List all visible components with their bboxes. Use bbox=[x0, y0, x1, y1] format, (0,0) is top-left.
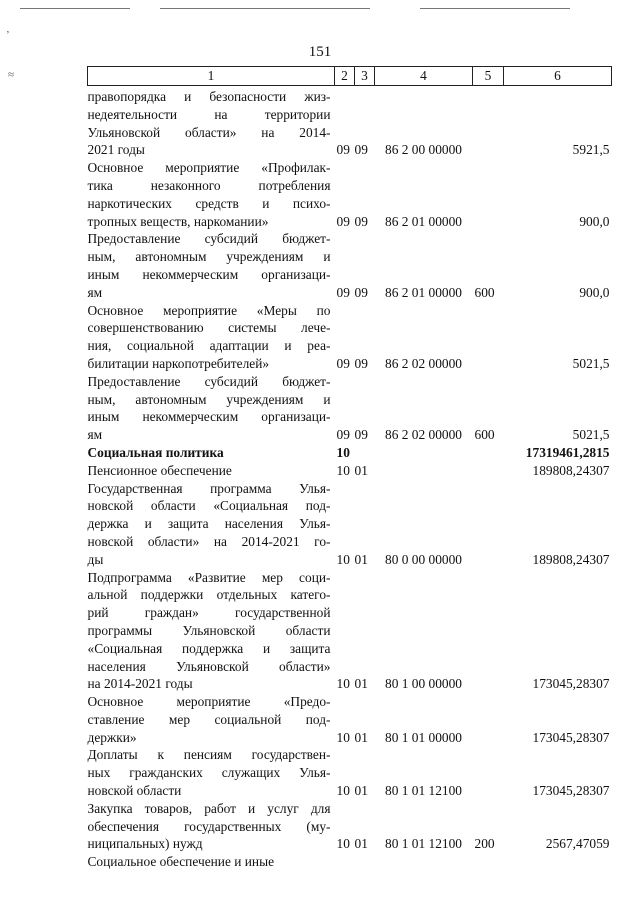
row-description bbox=[88, 569, 335, 694]
row-description bbox=[88, 86, 335, 160]
description-line: ставление мер социальной под- bbox=[87, 711, 331, 727]
section-code bbox=[335, 853, 355, 871]
expense-type-code: 200 bbox=[474, 836, 495, 852]
description-line: ям bbox=[87, 284, 103, 300]
description-line: тика незаконного потребления bbox=[87, 177, 331, 193]
row-description bbox=[88, 800, 335, 853]
subsection-code bbox=[355, 444, 375, 462]
subsection-code: 01 bbox=[354, 551, 368, 567]
amount: 17319461,2815 bbox=[525, 444, 610, 460]
target-article-code bbox=[375, 444, 473, 462]
description-line: ния, социальной адаптации и реа- bbox=[87, 338, 331, 354]
table-row bbox=[88, 462, 612, 480]
target-article-code: 80 1 00 00000 bbox=[385, 676, 462, 692]
expense-type-code: 600 bbox=[474, 427, 495, 443]
subsection-code: 09 bbox=[354, 284, 368, 300]
section-code: 10 bbox=[336, 783, 350, 799]
column-header: 4 bbox=[375, 67, 473, 86]
description-line: новской области bbox=[87, 783, 182, 799]
description-line: тропных веществ, наркомании» bbox=[87, 213, 269, 229]
description-line: программы Ульяновской области bbox=[87, 622, 331, 638]
description-line: «Социальная поддержка и защита bbox=[87, 640, 331, 656]
expense-type-code bbox=[473, 746, 504, 799]
table-row bbox=[88, 693, 612, 746]
expense-type-code bbox=[473, 693, 504, 746]
section-code: 10 bbox=[336, 729, 350, 745]
target-article-code: 86 2 02 00000 bbox=[385, 427, 462, 443]
table-row bbox=[88, 444, 612, 462]
row-description bbox=[88, 159, 335, 230]
section-code: 09 bbox=[336, 142, 350, 158]
expense-type-code bbox=[473, 480, 504, 569]
amount: 173045,28307 bbox=[532, 783, 610, 799]
description-line: ниципальных) нужд bbox=[87, 836, 203, 852]
amount: 173045,28307 bbox=[532, 729, 610, 745]
description-line: держки» bbox=[87, 729, 137, 745]
expense-type-code bbox=[473, 86, 504, 160]
amount: 5021,5 bbox=[572, 427, 610, 443]
budget-table bbox=[87, 66, 611, 871]
row-description bbox=[88, 480, 335, 569]
target-article-code: 80 0 00 00000 bbox=[385, 551, 462, 567]
column-header: 2 bbox=[335, 67, 355, 86]
target-article-code bbox=[375, 853, 473, 871]
expense-type-code bbox=[473, 462, 504, 480]
table-row bbox=[88, 86, 612, 160]
description-line: Основное мероприятие «Меры по bbox=[87, 302, 331, 318]
description-line: ям bbox=[87, 427, 103, 443]
section-code: 09 bbox=[336, 355, 350, 371]
description-line: рий граждан» государственной bbox=[87, 605, 331, 621]
expense-type-code bbox=[473, 302, 504, 373]
section-code: 10 bbox=[336, 462, 350, 478]
section-code: 09 bbox=[336, 284, 350, 300]
subsection-code: 01 bbox=[354, 676, 368, 692]
page-number: 151 bbox=[308, 44, 332, 60]
expense-type-code bbox=[473, 569, 504, 694]
target-article-code: 86 2 01 00000 bbox=[385, 284, 462, 300]
description-line: Государственная программа Улья- bbox=[87, 480, 331, 496]
amount: 900,0 bbox=[579, 213, 610, 229]
amount: 5021,5 bbox=[572, 355, 610, 371]
column-header: 6 bbox=[504, 67, 612, 86]
table-row bbox=[88, 159, 612, 230]
description-line: Социальная политика bbox=[87, 444, 224, 460]
description-line: ным, автономным учреждениям и bbox=[87, 391, 331, 407]
row-description bbox=[88, 230, 335, 301]
description-line: Пенсионное обеспечение bbox=[87, 462, 232, 478]
target-article-code: 86 2 00 00000 bbox=[385, 142, 462, 158]
subsection-code: 09 bbox=[354, 142, 368, 158]
scan-artifact-line bbox=[20, 8, 130, 9]
amount: 2567,47059 bbox=[545, 836, 610, 852]
row-description bbox=[88, 746, 335, 799]
table-row bbox=[88, 569, 612, 694]
column-header: 1 bbox=[88, 67, 335, 86]
row-description bbox=[88, 444, 335, 462]
scan-artifact-line bbox=[420, 8, 570, 9]
scan-speck: ʼ bbox=[6, 29, 10, 41]
scan-speck: ≈ bbox=[8, 69, 15, 81]
subsection-code: 01 bbox=[354, 729, 368, 745]
section-code: 10 bbox=[336, 444, 350, 460]
amount: 189808,24307 bbox=[532, 551, 610, 567]
column-header: 3 bbox=[355, 67, 375, 86]
description-line: альной поддержки отдельных катего- bbox=[87, 587, 331, 603]
scan-artifact-line bbox=[160, 8, 370, 9]
subsection-code: 09 bbox=[354, 213, 368, 229]
row-description bbox=[88, 693, 335, 746]
description-line: Ульяновской области» на 2014- bbox=[87, 124, 331, 140]
description-line: новской области «Социальная под- bbox=[87, 498, 331, 514]
description-line: ных гражданских служащих Улья- bbox=[87, 765, 331, 781]
description-line: обеспечения государственных (му- bbox=[87, 818, 331, 834]
target-article-code: 80 1 01 12100 bbox=[385, 836, 462, 852]
table-row bbox=[88, 302, 612, 373]
description-line: на 2014-2021 годы bbox=[87, 676, 193, 692]
table-row bbox=[88, 853, 612, 871]
description-line: новской области» на 2014-2021 го- bbox=[87, 533, 331, 549]
subsection-code: 09 bbox=[354, 427, 368, 443]
amount: 900,0 bbox=[579, 284, 610, 300]
target-article-code: 86 2 02 00000 bbox=[385, 355, 462, 371]
description-line: Основное мероприятие «Профилак- bbox=[87, 160, 331, 176]
description-line: иным некоммерческим организаци- bbox=[87, 409, 331, 425]
description-line: Закупка товаров, работ и услуг для bbox=[87, 800, 331, 816]
description-line: билитации наркопотребителей» bbox=[87, 355, 270, 371]
amount: 189808,24307 bbox=[532, 462, 610, 478]
expense-type-code bbox=[473, 853, 504, 871]
target-article-code bbox=[375, 462, 473, 480]
table-row bbox=[88, 746, 612, 799]
amount bbox=[504, 853, 612, 871]
table-header-row bbox=[88, 67, 612, 86]
description-line: Доплаты к пенсиям государствен- bbox=[87, 747, 331, 763]
target-article-code: 80 1 01 12100 bbox=[385, 783, 462, 799]
target-article-code: 80 1 01 00000 bbox=[385, 729, 462, 745]
row-description bbox=[88, 373, 335, 444]
description-line: Подпрограмма «Развитие мер соци- bbox=[87, 569, 331, 585]
description-line: держка и защита населения Улья- bbox=[87, 516, 331, 532]
subsection-code: 01 bbox=[354, 462, 368, 478]
section-code: 09 bbox=[336, 427, 350, 443]
target-article-code: 86 2 01 00000 bbox=[385, 213, 462, 229]
description-line: Социальное обеспечение и иные bbox=[87, 854, 275, 870]
description-line: ным, автономным учреждениям и bbox=[87, 249, 331, 265]
amount: 5921,5 bbox=[572, 142, 610, 158]
subsection-code: 01 bbox=[354, 783, 368, 799]
subsection-code: 01 bbox=[354, 836, 368, 852]
description-line: Предоставление субсидий бюджет- bbox=[87, 373, 331, 389]
row-description bbox=[88, 853, 335, 871]
description-line: совершенствованию системы лече- bbox=[87, 320, 331, 336]
section-code: 10 bbox=[336, 836, 350, 852]
column-header: 5 bbox=[473, 67, 504, 86]
description-line: Предоставление субсидий бюджет- bbox=[87, 231, 331, 247]
row-description bbox=[88, 462, 335, 480]
expense-type-code bbox=[473, 444, 504, 462]
description-line: Основное мероприятие «Предо- bbox=[87, 694, 331, 710]
subsection-code: 09 bbox=[354, 355, 368, 371]
row-description bbox=[88, 302, 335, 373]
description-line: ды bbox=[87, 551, 104, 567]
table-row bbox=[88, 373, 612, 444]
description-line: 2021 годы bbox=[87, 142, 145, 158]
table-row bbox=[88, 230, 612, 301]
description-line: наркотических средств и психо- bbox=[87, 195, 331, 211]
section-code: 09 bbox=[336, 213, 350, 229]
amount: 173045,28307 bbox=[532, 676, 610, 692]
expense-type-code: 600 bbox=[474, 284, 495, 300]
table-row bbox=[88, 480, 612, 569]
table-row bbox=[88, 800, 612, 853]
description-line: населения Ульяновской области» bbox=[87, 658, 331, 674]
section-code: 10 bbox=[336, 551, 350, 567]
section-code: 10 bbox=[336, 676, 350, 692]
description-line: правопорядка и безопасности жиз- bbox=[87, 89, 331, 104]
description-line: иным некоммерческим организаци- bbox=[87, 266, 331, 282]
subsection-code bbox=[355, 853, 375, 871]
description-line: недеятельности на территории bbox=[87, 106, 331, 122]
expense-type-code bbox=[473, 159, 504, 230]
